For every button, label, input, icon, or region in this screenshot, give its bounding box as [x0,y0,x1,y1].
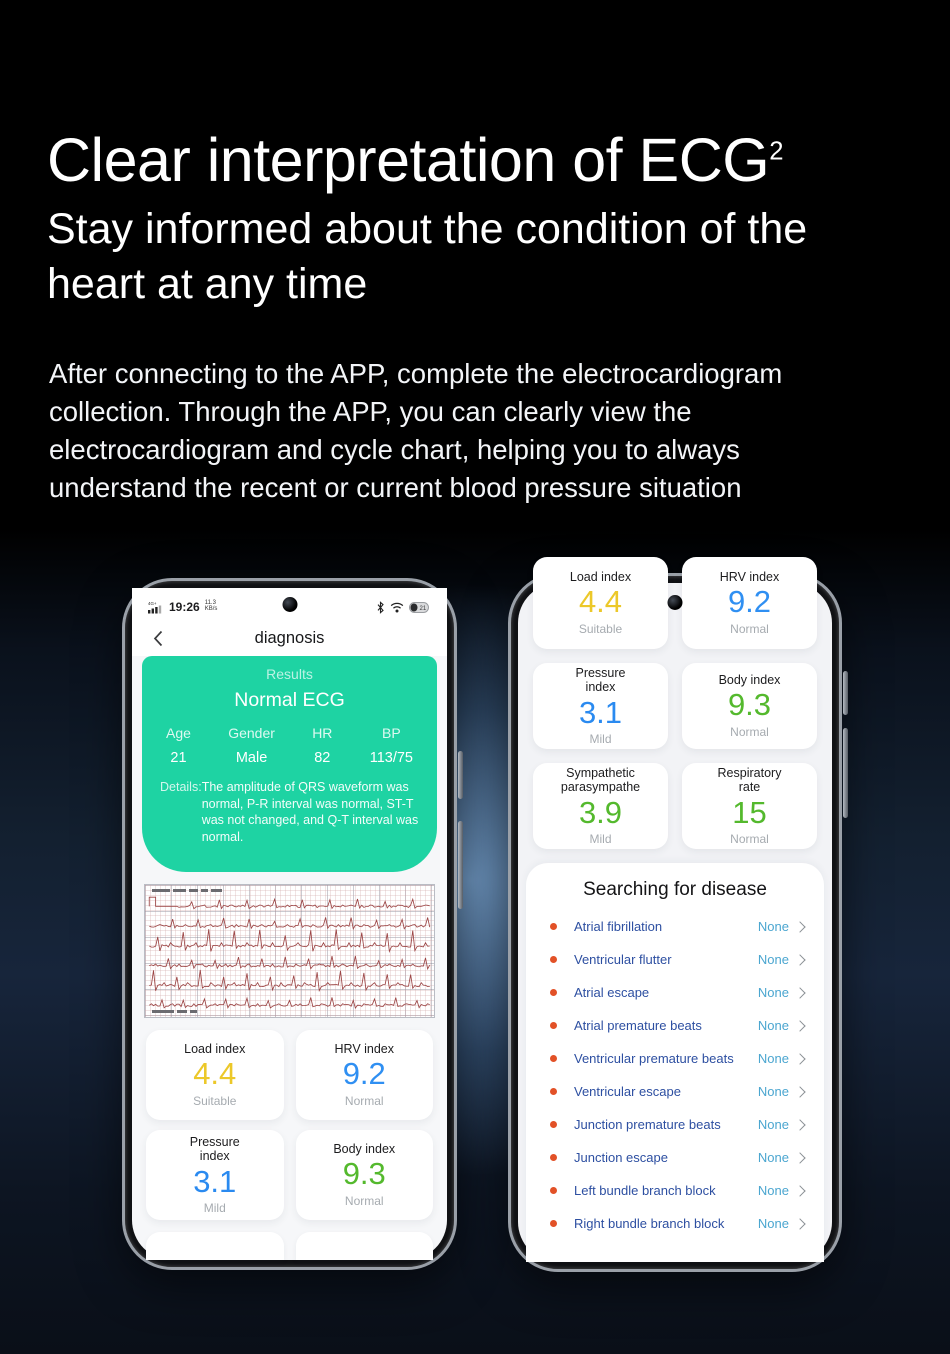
details-text: The amplitude of QRS waveform was normal, P-R interval was normal, ST-T was not changed, and Q-T interval was normal. [201,780,419,844]
disease-row-junction-premature-beats[interactable]: Junction premature beats None [526,1108,824,1141]
volume-button [843,671,848,715]
disease-row-ventricular-flutter[interactable]: Ventricular flutter None [526,943,824,976]
back-button[interactable] [146,626,170,650]
bullet-icon [550,923,557,930]
disease-search-panel [526,863,824,1262]
page-title: Clear interpretation of ECG$^2$ [47,126,783,194]
peek-card [146,1232,284,1260]
chevron-right-icon [794,921,805,932]
bullet-icon [550,1022,557,1029]
bullet-icon [550,989,557,996]
left-phone-mockup [122,578,457,1270]
chevron-right-icon [794,1119,805,1130]
card-pressure-index[interactable]: Pressure index 3.1 Mild [533,663,668,749]
card-respiratory-rate[interactable]: Respiratory rate 15 Normal [682,763,817,849]
disease-row-ventricular-escape[interactable]: Ventricular escape None [526,1075,824,1108]
nav-bar [132,620,447,656]
bullet-icon [550,1220,557,1227]
chevron-right-icon [794,1053,805,1064]
disease-row-atrial-fibrillation[interactable]: Atrial fibrillation None [526,910,824,943]
metric-card-grid [132,1018,447,1220]
bullet-icon [550,1154,557,1161]
card-load-index[interactable]: Load index 4.4 Suitable [146,1030,284,1120]
bluetooth-icon [376,601,385,614]
signal-strength-icon [148,601,164,614]
bullet-icon [550,1088,557,1095]
field-hr: HR 82 [312,725,333,766]
card-body-index[interactable]: Body index 9.3 Normal [296,1130,434,1220]
card-body-index[interactable]: Body index 9.3 Normal [682,663,817,749]
card-load-index[interactable]: Load index 4.4 Suitable [533,557,668,649]
card-hrv-index[interactable]: HRV index 9.2 Normal [296,1030,434,1120]
page-subtitle: Stay informed about the condition of the heart at any time [47,205,808,308]
next-row-peek [132,1220,447,1260]
right-phone-mockup [508,570,842,1272]
card-pressure-index[interactable]: Pressure index 3.1 Mild [146,1130,284,1220]
disease-row-left-bundle-branch-block[interactable]: Left bundle branch block None [526,1174,824,1207]
volume-button [458,751,463,799]
battery-level-text: 21 [419,605,427,612]
disease-row-atrial-escape[interactable]: Atrial escape None [526,976,824,1009]
metric-card-row [518,663,832,749]
network-speed: 11.3 KB/s [204,600,218,612]
battery-icon [409,602,431,613]
title-superscript: 2 [769,137,783,166]
ecg-waveform-chart [144,884,435,1018]
back-chevron-icon [153,630,163,647]
chevron-right-icon [794,954,805,965]
details-block [160,779,419,845]
card-hrv-index[interactable]: HRV index 9.2 Normal [682,557,817,649]
chevron-right-icon [794,987,805,998]
chevron-right-icon [794,1218,805,1229]
diagnosis-result: Normal ECG [234,689,345,711]
metric-card-row [518,763,832,849]
chevron-right-icon [794,1185,805,1196]
peek-card [296,1232,434,1260]
chevron-right-icon [794,1152,805,1163]
right-phone-screen [518,570,832,1262]
card-sympathetic[interactable]: Sympathetic parasympathe 3.9 Mild [533,763,668,849]
results-label: Results [266,666,313,682]
disease-row-right-bundle-branch-block[interactable]: Right bundle branch block None [526,1207,824,1240]
details-label: Details: [160,780,202,794]
panel-title: Searching for disease [583,879,767,900]
svg-text:4G+: 4G+ [148,600,157,606]
bullet-icon [550,1121,557,1128]
bullet-icon [550,956,557,963]
left-phone-screen [132,588,447,1260]
intro-paragraph: After connecting to the APP, complete the electrocardiogram collection. Through the APP, you can clearly view the electrocardiogram and cycle chart, helping you to always understand the recent or current blood pressure situation [49,358,783,504]
chevron-right-icon [794,1086,805,1097]
bullet-icon [550,1187,557,1194]
power-button [843,728,848,818]
camera-punch-hole [282,597,297,612]
disease-row-atrial-premature-beats[interactable]: Atrial premature beats None [526,1009,824,1042]
wifi-icon [390,602,404,613]
disease-row-ventricular-premature-beats[interactable]: Ventricular premature beats None [526,1042,824,1075]
status-time: 19:26 [169,600,200,614]
ecg-traces [145,885,434,1017]
ecg-results-card [142,656,437,872]
field-age: Age 21 [166,725,191,766]
field-gender: Gender Male [228,725,275,766]
field-bp: BP 113/75 [369,725,413,766]
chevron-right-icon [794,1020,805,1031]
disease-row-junction-escape[interactable]: Junction escape None [526,1141,824,1174]
hero-section [47,128,907,507]
bullet-icon [550,1055,557,1062]
screen-title: diagnosis [254,628,325,647]
power-button [458,821,463,909]
camera-punch-hole [668,595,683,610]
patient-fields [160,725,419,766]
